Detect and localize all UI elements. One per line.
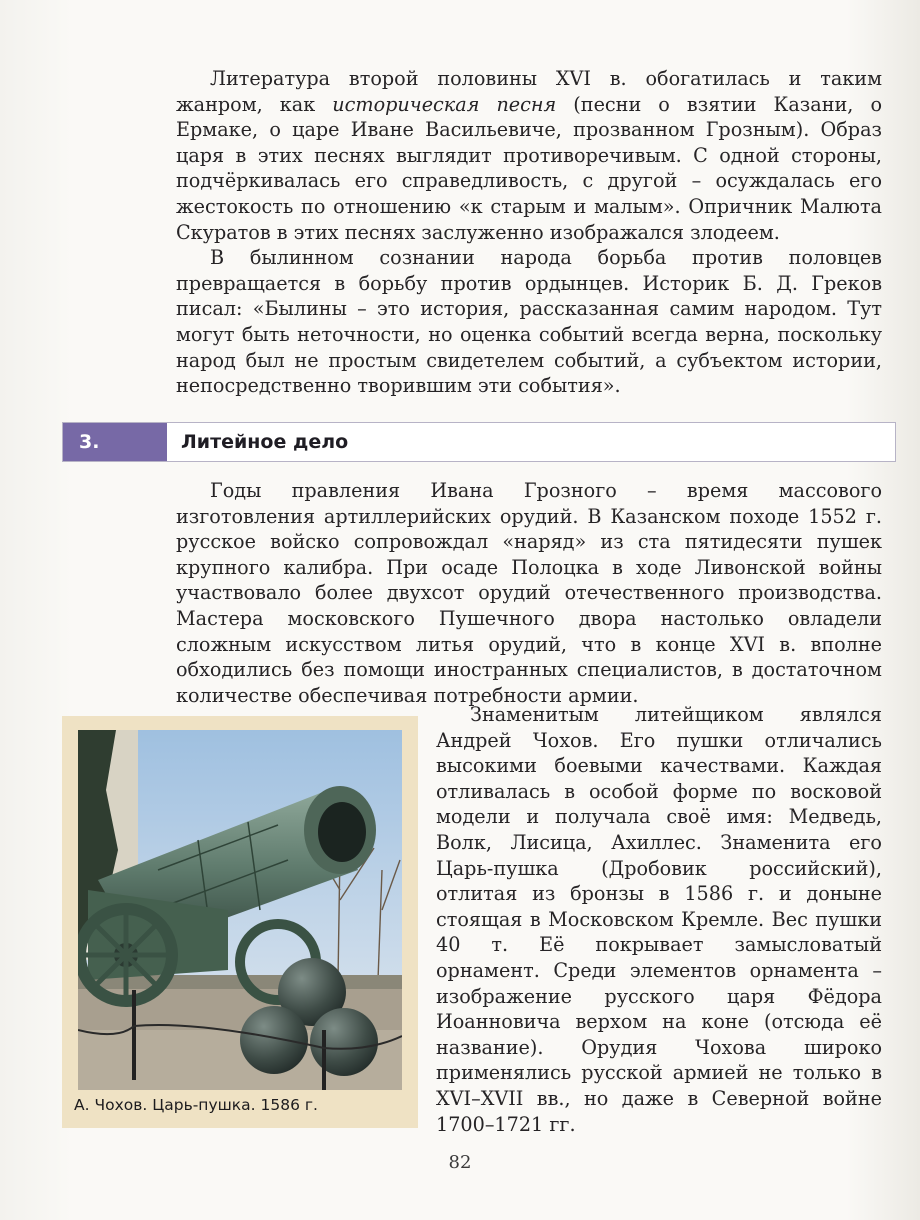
section-paragraph-2: Знаменитым литейщиком являлся Андрей Чохов. Его пушки отличались высокими боевыми качествами. Каждая отливалась в особой форме по восковой модели и получала своё имя: Медведь, Волк, Лисица, Ахиллес. Знаменита его Царь-пушка (Дробовик российский), отлитая из бронзы в 1586 г. и доныне стоящая в Московском Кремле. Вес пушки 40 т. Её покрывает замысловатый орнамент. Среди элементов орнамента – изображение русского царя Фёдора Иоанновича верхом на коне (отсюда её название). Орудия Чохова широко применялись русской армией не только в XVI–XVII вв., но даже в Северной войне 1700–1721 гг.: [436, 703, 882, 1136]
tsar-cannon-figure: [62, 716, 418, 1128]
section-number: 3.: [63, 423, 167, 461]
section-title: Литейное дело: [181, 431, 349, 453]
section-body-text-continued: [436, 702, 882, 1137]
tsar-cannon-photo: [78, 730, 402, 1090]
intro-paragraph-2: В былинном сознании народа борьба против половцев превращается в борьбу против ордынцев. Историк Б. Д. Греков писал: «Былины – это история, рассказанная самим народом. Тут могут быть неточности, но оценка событий всегда верна, поскольку народ был не простым свидетелем событий, а субъектом истории, непосредственно творившим эти события».: [176, 246, 882, 398]
page-number: 82: [448, 1152, 472, 1173]
historical-song-term: историческая песня: [332, 92, 557, 116]
section-header: [62, 422, 896, 462]
intro-paragraph-1: Литература второй половины XVI в. обогатилась и таким жанром, как историческая песня (песни о взятии Казани, о Ермаке, о царе Иване Васильевиче, прозванном Грозным). Образ царя в этих песнях выглядит противоречивым. С одной стороны, подчёркивалась его справедливость, с другой – осуждалась его жестокость по отношению «к старым и малым». Опричник Малюта Скуратов в этих песнях заслуженно изображался злодеем.: [176, 67, 882, 244]
section-body-text: [176, 478, 882, 708]
section-paragraph-1: Годы правления Ивана Грозного – время массового изготовления артиллерийских орудий. В Казанском походе 1552 г. русское войско сопровождал «наряд» из ста пятидесяти пушек крупного калибра. При осаде Полоцка в ходе Ливонской войны участвовало более двухсот орудий отечественного производства. Мастера московского Пушечного двора настолько овладели сложным искусством литья орудий, что в конце XVI в. вполне обходились без помощи иностранных специалистов, в достаточном количестве обеспечивая потребности армии.: [176, 479, 882, 707]
figure-caption: А. Чохов. Царь-пушка. 1586 г.: [74, 1096, 318, 1114]
intro-text: [176, 66, 882, 399]
